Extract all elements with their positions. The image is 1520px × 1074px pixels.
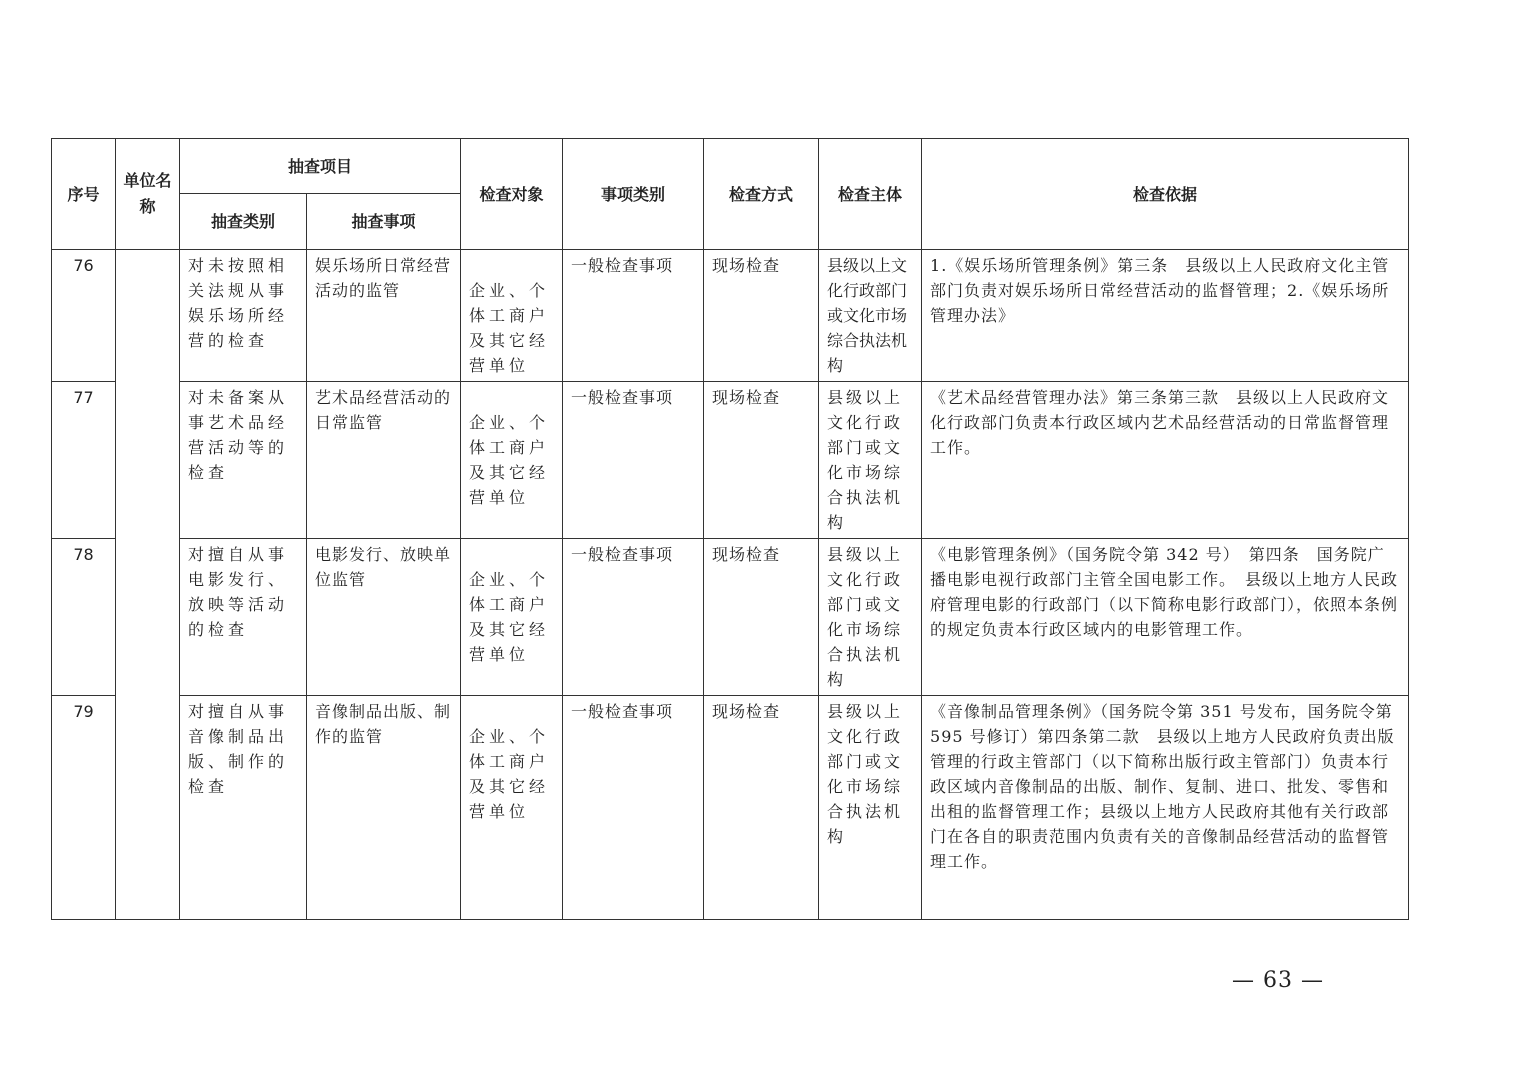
row-seq: 78	[52, 539, 116, 696]
header-check-category: 抽查类别	[180, 194, 307, 250]
header-subject: 检查主体	[819, 139, 922, 250]
row-category: 对未备案从事艺术品经营活动等的检查	[180, 382, 307, 539]
row-item-type: 一般检查事项	[563, 382, 704, 539]
unit-name-cell	[116, 250, 180, 920]
page-number: — 63 —	[1232, 968, 1324, 993]
row-basis: 1.《娱乐场所管理条例》第三条 县级以上人民政府文化主管部门负责对娱乐场所日常经营活动的监督管理；2.《娱乐场所管理办法》	[922, 250, 1409, 382]
row-method: 现场检查	[704, 696, 819, 920]
row-category: 对未按照相关法规从事娱乐场所经营的检查	[180, 250, 307, 382]
header-check-matter: 抽查事项	[307, 194, 461, 250]
table-row	[52, 696, 1409, 920]
row-matter: 电影发行、放映单位监管	[307, 539, 461, 696]
header-method: 检查方式	[704, 139, 819, 250]
header-unit: 单位名称	[116, 139, 180, 250]
row-method: 现场检查	[704, 539, 819, 696]
row-category: 对擅自从事音像制品出版、制作的检查	[180, 696, 307, 920]
row-matter: 音像制品出版、制作的监管	[307, 696, 461, 920]
row-subject: 县级以上文化行政部门或文化市场综合执法机构	[819, 696, 922, 920]
table-row	[52, 382, 1409, 539]
row-method: 现场检查	[704, 382, 819, 539]
row-item-type: 一般检查事项	[563, 250, 704, 382]
row-basis: 《音像制品管理条例》（国务院令第 351 号发布，国务院令第 595 号修订）第四条第二款 县级以上地方人民政府负责出版管理的行政主管部门（以下简称出版行政主管部门）负责本行政区域内音像制品的出版、制作、复制、进口、批发、零售和出租的监督管理工作；县级以上地方人民政府其他有关行政部门在各自的职责范围内负责有关的音像制品经营活动的监督管理工作。	[922, 696, 1409, 920]
header-item-type: 事项类别	[563, 139, 704, 250]
header-target: 检查对象	[461, 139, 563, 250]
inspection-table	[51, 138, 1409, 920]
row-matter: 娱乐场所日常经营活动的监管	[307, 250, 461, 382]
table-row	[52, 250, 1409, 382]
row-subject: 县级以上文化行政部门或文化市场综合执法机构	[819, 539, 922, 696]
row-item-type: 一般检查事项	[563, 696, 704, 920]
row-target: 企业、个体工商户及其它经营单位	[461, 382, 563, 539]
row-target: 企业、个体工商户及其它经营单位	[461, 696, 563, 920]
row-category: 对擅自从事电影发行、放映等活动的检查	[180, 539, 307, 696]
header-seq: 序号	[52, 139, 116, 250]
row-target: 企业、个体工商户及其它经营单位	[461, 539, 563, 696]
row-method: 现场检查	[704, 250, 819, 382]
row-item-type: 一般检查事项	[563, 539, 704, 696]
table-row	[52, 539, 1409, 696]
row-basis: 《艺术品经营管理办法》第三条第三款 县级以上人民政府文化行政部门负责本行政区域内艺术品经营活动的日常监督管理工作。	[922, 382, 1409, 539]
row-seq: 79	[52, 696, 116, 920]
row-subject: 县级以上文化行政部门或文化市场综合执法机构	[819, 382, 922, 539]
row-seq: 77	[52, 382, 116, 539]
header-check-items: 抽查项目	[180, 139, 461, 194]
row-subject: 县级以上文化行政部门或文化市场综合执法机构	[819, 250, 922, 382]
header-basis: 检查依据	[922, 139, 1409, 250]
row-target: 企业、个体工商户及其它经营单位	[461, 250, 563, 382]
row-seq: 76	[52, 250, 116, 382]
row-matter: 艺术品经营活动的日常监管	[307, 382, 461, 539]
row-basis: 《电影管理条例》（国务院令第 342 号） 第四条 国务院广播电影电视行政部门主管全国电影工作。 县级以上地方人民政府管理电影的行政部门（以下简称电影行政部门），依照本条例的规定负责本行政区域内的电影管理工作。	[922, 539, 1409, 696]
